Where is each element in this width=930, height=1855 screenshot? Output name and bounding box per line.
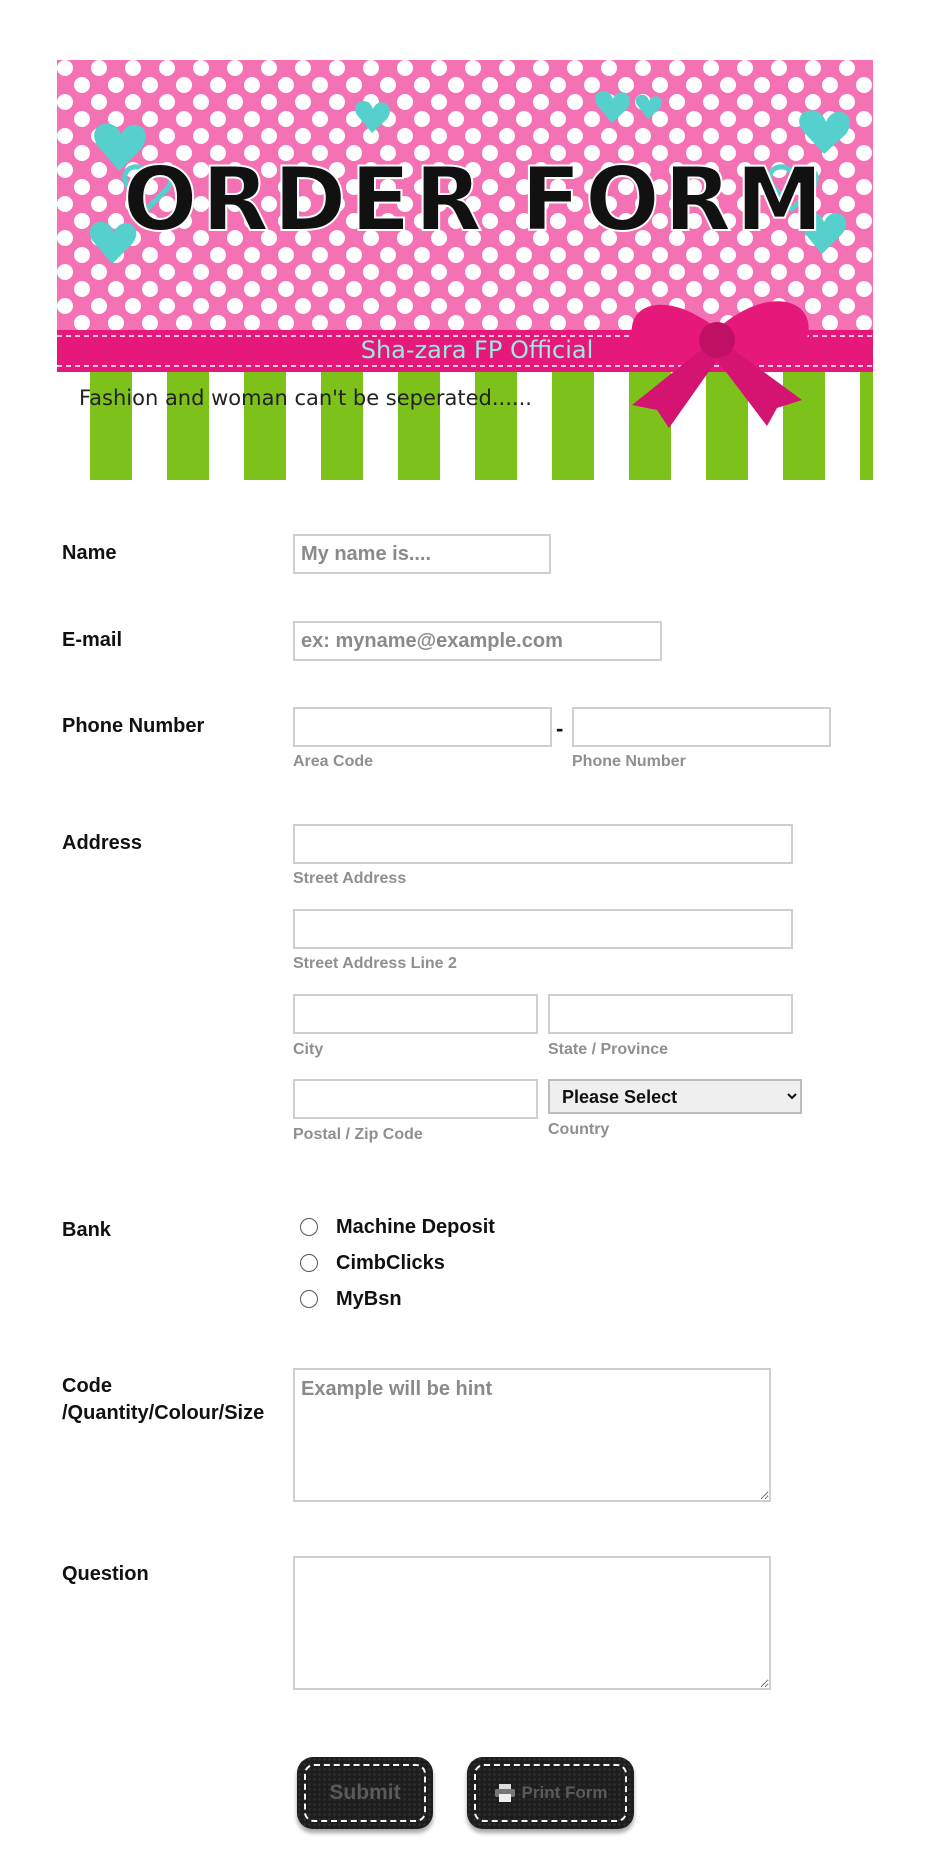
name-label: Name <box>62 542 117 564</box>
radio-button[interactable] <box>300 1218 318 1236</box>
bank-option-machine-deposit[interactable] <box>300 1212 495 1242</box>
bank-option-label: CimbClicks <box>336 1251 445 1274</box>
street-address-line2-sublabel: Street Address Line 2 <box>293 955 457 972</box>
phone-label: Phone Number <box>62 715 205 737</box>
street-address-sublabel: Street Address <box>293 870 407 887</box>
code-quantity-label <box>62 1373 264 1427</box>
city-sublabel: City <box>293 1041 324 1058</box>
print-form-button-inner <box>474 1764 627 1822</box>
address-label: Address <box>62 832 143 854</box>
banner-brand: Sha-zara FP Official <box>360 336 594 364</box>
submit-button[interactable] <box>297 1757 433 1829</box>
country-select[interactable] <box>548 1079 802 1114</box>
code-label-line1: Code <box>62 1375 112 1397</box>
country-sublabel: Country <box>548 1121 610 1138</box>
name-input[interactable] <box>293 534 551 574</box>
postal-code-sublabel: Postal / Zip Code <box>293 1126 423 1143</box>
street-address-line2-input[interactable] <box>293 909 793 949</box>
bank-option-cimbclicks[interactable] <box>300 1248 445 1278</box>
area-code-sublabel: Area Code <box>293 753 374 770</box>
printer-icon <box>494 1784 516 1802</box>
area-code-input[interactable] <box>293 707 552 747</box>
phone-separator: - <box>556 716 564 741</box>
phone-number-input[interactable] <box>572 707 831 747</box>
state-province-input[interactable] <box>548 994 793 1034</box>
submit-button-label: Submit <box>304 1764 426 1822</box>
radio-button[interactable] <box>300 1290 318 1308</box>
state-province-sublabel: State / Province <box>548 1041 669 1058</box>
email-input[interactable] <box>293 621 662 661</box>
print-form-button[interactable] <box>467 1757 634 1829</box>
bank-option-mybsn[interactable] <box>300 1284 402 1314</box>
email-label: E-mail <box>62 629 123 651</box>
banner-title: ORDER FORM <box>122 148 828 251</box>
city-input[interactable] <box>293 994 538 1034</box>
question-textarea[interactable] <box>293 1556 771 1690</box>
order-form-banner <box>57 60 873 480</box>
bank-option-label: MyBsn <box>336 1287 402 1310</box>
phone-number-sublabel: Phone Number <box>572 753 686 770</box>
bank-option-label: Machine Deposit <box>336 1215 495 1238</box>
code-label-line2: /Quantity/Colour/Size <box>62 1402 265 1424</box>
postal-code-input[interactable] <box>293 1079 538 1119</box>
bank-label: Bank <box>62 1219 111 1241</box>
banner-tagline: Fashion and woman can't be seperated...... <box>79 386 532 410</box>
radio-button[interactable] <box>300 1254 318 1272</box>
code-quantity-textarea[interactable] <box>293 1368 771 1502</box>
print-form-label: Print Form <box>521 1783 608 1802</box>
question-label: Question <box>62 1563 149 1585</box>
street-address-input[interactable] <box>293 824 793 864</box>
